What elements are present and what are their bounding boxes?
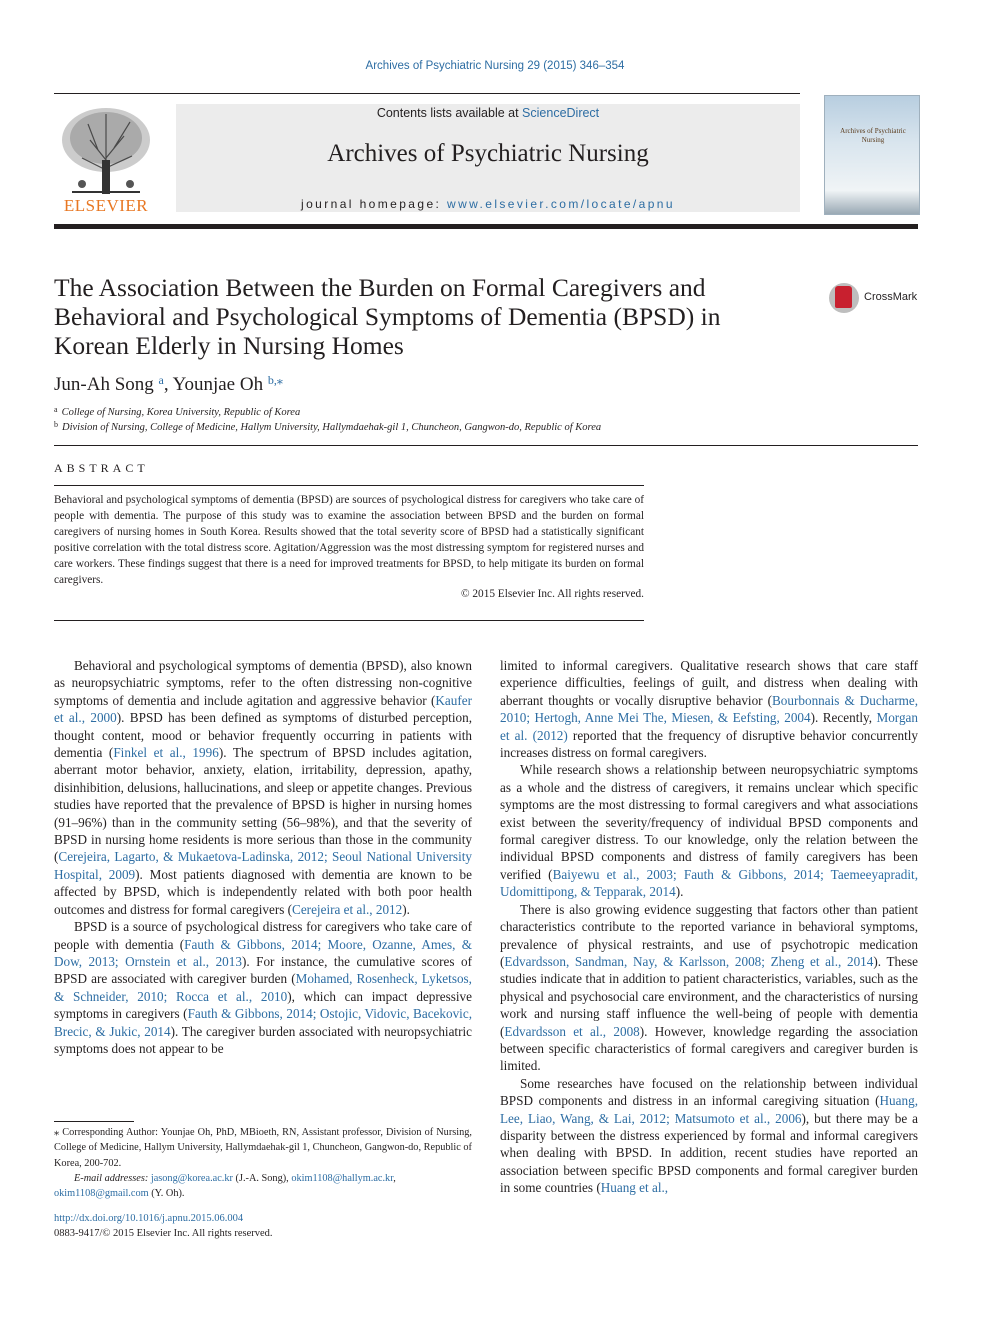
journal-cover-image bbox=[824, 95, 920, 215]
paragraph: Behavioral and psychological symptoms of dementia (BPSD), also known as neuropsychiatric symptoms, refer to the often distressing non-cognitive symptoms of dementia and include agitation and aggressive behavior (Kaufer et al., 2000). BPSD has been defined as symptoms of disturbed perception, thought content, mood or behavior frequently occurring in patients with dementia (Finkel et al., 1996). The spectrum of BPSD includes agitation, aberrant motor behavior, anxiety, elation, irritability, depression, apathy, disinhibition, delusions, hallucinations, and sleep or appetite changes. Previous studies have reported that the prevalence of BPSD is higher in nursing homes (91–96%) than in the community setting (56–98%), and that the severity of BPSD in nursing home residents is more serious than those in the community (Cerejeira, Lagarto, & Mukaetova-Ladinska, 2012; Seoul National University Hospital, 2009). Most patients diagnosed with dementia are known to be affected by BPSD, which is independently related with both poor health outcomes and distress for formal caregivers (Cerejeira et al., 2012). bbox=[54, 658, 472, 917]
body-column-right bbox=[500, 657, 918, 1197]
author-name: Younjae Oh bbox=[172, 374, 264, 395]
abstract-heading: ABSTRACT bbox=[54, 461, 149, 475]
citation-link[interactable]: Finkel et al., 1996 bbox=[113, 745, 219, 761]
author-name: Jun-Ah Song bbox=[54, 374, 154, 395]
abstract-rule bbox=[54, 485, 644, 486]
paragraph: Some researches have focused on the relationship between individual BPSD components and distress in an informal caregiving situation (Huang, Lee, Liao, Wang, & Lai, 2012; Matsumoto et al., 2006), but there may be a disparity between the distress experienced by formal and informal caregivers when dealing with BPSD. In addition, recent studies have reported an association between specific BPSD components and formal caregiver burden in some countries (Huang et al., bbox=[500, 1075, 918, 1196]
abstract-bottom-rule bbox=[54, 620, 644, 621]
email-link[interactable]: okim1108@gmail.com bbox=[54, 1188, 149, 1200]
email-addresses: E-mail addresses: jasong@korea.ac.kr (J.-A. Song), okim1108@hallym.ac.kr, okim1108@gmail.com (Y. Oh). bbox=[54, 1172, 396, 1200]
corresponding-author-note: ⁎ Corresponding Author: Younjae Oh, PhD, MBioeth, RN, Assistant professor, Division of Nursing, College of Medicine, Hallym University, Hallymdaehak-gil 1, Chuncheon, Gangwon-do, Republic of Korea, 200-702. bbox=[54, 1127, 472, 1169]
footnote bbox=[54, 1125, 472, 1201]
abstract-text: Behavioral and psychological symptoms of dementia (BPSD) are sources of psychological distress for caregivers who take care of people with dementia. The purpose of this study was to examine the association between BPSD and the burden on formal caregivers of nursing homes in South Korea. Results showed that the total severity score of BPSD had a statistically significant positive correlation with the total distress score. Agitation/Aggression was the most distressing symptom for registered nurses and care workers. These findings suggest that there is a need for improved treatments for BPSD, to help mitigate its burden on formal caregivers. bbox=[54, 494, 644, 586]
publisher-name: ELSEVIER bbox=[63, 196, 149, 215]
citation-link[interactable]: Fauth & Gibbons, 2014; Ostojic, Vidovic, Bacekovic, Brecic, & Jukic, 2014 bbox=[54, 1006, 472, 1039]
abstract-copyright: © 2015 Elsevier Inc. All rights reserved. bbox=[460, 588, 644, 600]
paragraph: limited to informal caregivers. Qualitative research shows that care staff experience difficulties, feelings of guilt, and distress when dealing with aberrant thoughts or vocally disruptive behavior (Bourbonnais & Ducharme, 2010; Hertogh, Anne Mei The, Miesen, & Eefsting, 2004). Recently, Morgan et al. (2012) reported that the frequency of disruptive behavior concurrently increases distress on formal caregivers. bbox=[500, 658, 918, 761]
crossmark-bookmark-icon bbox=[835, 286, 852, 308]
citation-link[interactable]: Baiyewu et al., 2003; Fauth & Gibbons, 2014; Taemeeyapradit, Udomittipong, & Tepparak, 2014 bbox=[500, 866, 918, 900]
author-affil-link[interactable]: b,⁎ bbox=[267, 373, 283, 387]
cover-title: Archives of Psychiatric Nursing bbox=[840, 127, 906, 144]
paragraph: While research shows a relationship between neuropsychiatric symptoms as a whole and the distress of caregivers, it remains unclear which specific symptoms are the most distressing to formal caregivers and what associations exist between the severity/frequency of individual BPSD components and formal caregiver distress. To our knowledge, only the relation between the individual BPSD components and distress of family caregivers has been verified (Baiyewu et al., 2003; Fauth & Gibbons, 2014; Taemeeyapradit, Udomittipong, & Tepparak, 2014). bbox=[500, 762, 918, 900]
citation-link[interactable]: Morgan et al. (2012) bbox=[500, 710, 918, 743]
header-thick-rule bbox=[54, 224, 918, 229]
author-affil-link[interactable]: a bbox=[158, 373, 164, 387]
contents-line: Contents lists available at ScienceDirect bbox=[376, 106, 600, 120]
homepage-link[interactable]: www.elsevier.com/locate/apnu bbox=[447, 197, 675, 211]
citation-link[interactable]: Edvardsson, Sandman, Nay, & Karlsson, 2008; Zheng et al., 2014 bbox=[504, 953, 874, 969]
doi-link[interactable]: http://dx.doi.org/10.1016/j.apnu.2015.06.004 bbox=[54, 1213, 244, 1224]
header-rule bbox=[54, 93, 800, 94]
email-link[interactable]: okim1108@hallym.ac.kr bbox=[291, 1172, 394, 1184]
sciencedirect-link[interactable]: ScienceDirect bbox=[522, 106, 600, 120]
citation-link[interactable]: Cerejeira, Lagarto, & Mukaetova-Ladinska, 2012; Seoul National University Hospital, 2009 bbox=[54, 849, 472, 882]
body-column-left bbox=[54, 657, 472, 1057]
issn-copyright: 0883-9417/© 2015 Elsevier Inc. All rights reserved. bbox=[54, 1228, 273, 1239]
citation-link[interactable]: Bourbonnais & Ducharme, 2010; Hertogh, Anne Mei The, Miesen, & Eefsting, 2004 bbox=[500, 692, 918, 726]
journal-homepage: journal homepage: www.elsevier.com/locate/apnu bbox=[301, 197, 675, 211]
email-link[interactable]: jasong@korea.ac.kr bbox=[150, 1172, 233, 1184]
citation-link[interactable]: Cerejeira et al., 2012 bbox=[292, 901, 403, 917]
citation-link[interactable]: Mohamed, Rosenheck, Lyketsos, & Schneider, 2010; Rocca et al., 2010 bbox=[54, 971, 472, 1004]
affiliation-a: $^a$ College of Nursing, Korea University, Republic of Korea bbox=[54, 405, 301, 418]
affiliation-b: $^b$ Division of Nursing, College of Medicine, Hallym University, Hallymdaehak-gil 1, Chuncheon, Gangwon-do, Republic of Korea bbox=[54, 420, 602, 433]
citation-link[interactable]: Edvardsson et al., 2008 bbox=[504, 1023, 640, 1039]
citation-link[interactable]: Fauth & Gibbons, 2014; Moore, Ozanne, Ames, & Dow, 2013; Ornstein et al., 2013 bbox=[54, 936, 472, 969]
citation-link[interactable]: Huang, Lee, Liao, Wang, & Lai, 2012; Matsumoto et al., 2006 bbox=[500, 1093, 918, 1126]
citation-link[interactable]: Kaufer et al., 2000 bbox=[54, 692, 472, 726]
paragraph: BPSD is a source of psychological distress for caregivers who take care of people with dementia (Fauth & Gibbons, 2014; Moore, Ozanne, Ames, & Dow, 2013; Ornstein et al., 2013). For instance, the cumulative scores of BPSD are associated with caregiver burden (Mohamed, Rosenheck, Lyketsos, & Schneider, 2010; Rocca et al., 2010), which can impact depressive symptoms in caregivers (Fauth & Gibbons, 2014; Ostojic, Vidovic, Bacekovic, Brecic, & Jukic, 2014). The caregiver burden associated with neuropsychiatric symptoms does not appear to be bbox=[54, 919, 473, 1056]
citation-link[interactable]: Huang et al., bbox=[600, 1180, 669, 1196]
footnote-rule bbox=[54, 1121, 134, 1122]
journal-citation[interactable]: Archives of Psychiatric Nursing 29 (2015) 346–354 bbox=[365, 60, 625, 72]
crossmark-label[interactable]: CrossMark bbox=[864, 291, 918, 303]
paragraph: There is also growing evidence suggesting that factors other than patient characteristics contribute to the reported variance in behavioral symptoms, prevalence of physical restraints, and use of psychotropic medication (Edvardsson, Sandman, Nay, & Karlsson, 2008; Zheng et al., 2014). These studies indicate that in addition to patient characteristics, variables, such as the physical and psychosocial care environment, and the characteristics of nursing work and nursing staff influence the well-being of people with dementia (Edvardsson et al., 2008). However, knowledge regarding the association between specific characteristics of formal caregivers and caregiver burden is limited. bbox=[500, 901, 919, 1074]
section-rule bbox=[54, 445, 918, 446]
journal-name: Archives of Psychiatric Nursing bbox=[327, 140, 649, 167]
author-list: Jun-Ah Song $^a$, Younjae Oh $^{b,⁎}$ bbox=[54, 373, 283, 395]
article-title: The Association Between the Burden on Formal Caregivers and Behavioral and Psychological Symptoms of Dementia (BPSD) in Korean Elderly in Nursing Homes bbox=[54, 273, 721, 360]
